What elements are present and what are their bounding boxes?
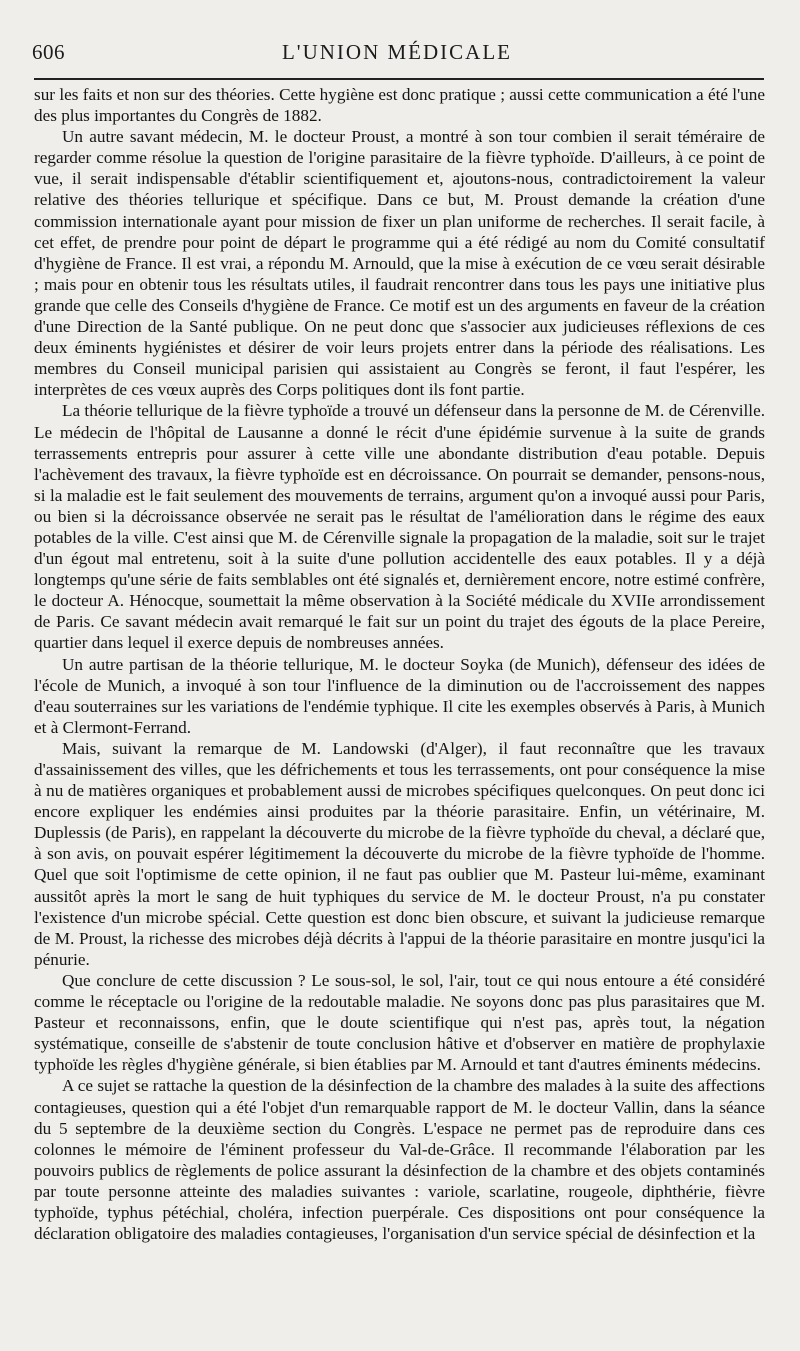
journal-title: L'UNION MÉDICALE [281,40,512,64]
paragraph-continuation: sur les faits et non sur des théories. Cette hygiène est donc pratique ; aussi cette communication a été l'une des plus importantes du Congrès de 1882. [34,85,765,126]
paragraph-desinfection: A ce sujet se rattache la question de la désinfection de la chambre des malades à la suite des affections contagieuses, question qui a été l'objet d'un remarquable rapport de M. le docteur Vallin, dans la séance du 5 septembre de la deuxième section du Congrès. L'espace ne permet pas de reproduire dans ces colonnes le mémoire de l'éminent professeur du Val-de-Grâce. Il recommande l'élaboration par les pouvoirs publics de règlements de police assurant la désinfection de la chambre et des objets contaminés par toute personne atteinte des maladies suivantes : variole, scarlatine, rougeole, diphthérie, fièvre typhoïde, typhus pétéchial, choléra, infection puerpérale. Ces dispositions ont pour conséquence la déclaration obligatoire des maladies contagieuses, l'organisation d'un service spécial de désinfection et la [34,1076,765,1244]
paragraph-conclusion: Que conclure de cette discussion ? Le sous-sol, le sol, l'air, tout ce qui nous entoure a été considéré comme le réceptacle ou l'origine de la redoutable maladie. Ne soyons donc pas plus parasitaires que M. Pasteur et reconnaissons, enfin, que le doute scientifique qui n'est pas, après tout, la négation systématique, conseille de s'abstenir de toute conclusion hâtive et d'observer en matière de prophylaxie typhoïde les règles d'hygiène générale, si bien établies par M. Arnould et tant d'autres éminents médecins. [34,970,765,1075]
header-rule [34,78,764,80]
paragraph-cerenville: La théorie tellurique de la fièvre typhoïde a trouvé un défenseur dans la personne de M. de Cérenville. Le médecin de l'hôpital de Lausanne a donné le récit d'une épidémie survenue à la suite de grands terrassements entrepris pour assurer à cette ville une abondante distribution d'eau potable. Depuis l'achèvement des travaux, la fièvre typhoïde est en décroissance. On pourrait se demander, pensons-nous, si la maladie est le fait seulement des mouvements de terrains, argument qu'on a invoqué aussi pour Paris, ou bien si la décroissance observée ne serait pas le résultat de l'amélioration dans le régime des eaux potables de la ville. C'est ainsi que M. de Cérenville signale la propagation de la maladie, soit sur le trajet d'un égout mal entretenu, soit à la suite d'une pollution accidentelle des eaux potables. Il y a déjà longtemps qu'une série de faits semblables ont été signalés et, dernièrement encore, notre estimé confrère, le docteur A. Hénocque, soumettait la même observation à la Société médicale du XVIIe arrondissement de Paris. Ce savant médecin avait remarqué le fait sur un point du trajet des égouts de la place Pereire, quartier dans lequel il exerce depuis de nombreuses années. [34,401,765,653]
paragraph-landowski: Mais, suivant la remarque de M. Landowski (d'Alger), il faut reconnaître que les travaux d'assainissement des villes, que les défrichements et tous les terrassements, ont pour conséquence la mise à nu de matières organiques et probablement aussi de microbes spécifiques quelconques. On peut donc ici encore expliquer les endémies ainsi produites par la théorie parasitaire. Enfin, un vétérinaire, M. Duplessis (de Paris), en rappelant la découverte du microbe de la fièvre typhoïde du cheval, a déclaré que, à son avis, on pouvait espérer légitimement la découverte du microbe de la fièvre typhoïde de l'homme. Quel que soit l'optimisme de cette opinion, il ne faut pas oublier que M. Pasteur lui-même, examinant aussitôt après la mort le sang de huit typhiques du service de M. le docteur Proust, n'a pu constater l'existence d'un microbe spécial. Cette question est donc bien obscure, et suivant la judicieuse remarque de M. Proust, la richesse des microbes déjà décrits à l'appui de la théorie parasitaire en montre jusqu'ici la pénurie. [34,738,765,969]
page-number: 606 [32,40,65,64]
article-body [34,84,765,1244]
running-head [32,36,762,76]
paragraph-soyka: Un autre partisan de la théorie tellurique, M. le docteur Soyka (de Munich), défenseur des idées de l'école de Munich, a invoqué à son tour l'influence de la diminution ou de l'accroissement des nappes d'eau souterraines sur les variations de l'endémie typhique. Il cite les exemples observés à Paris, à Munich et à Clermont-Ferrand. [34,654,765,737]
paragraph-proust: Un autre savant médecin, M. le docteur Proust, a montré à son tour combien il serait téméraire de regarder comme résolue la question de l'origine parasitaire de la fièvre typhoïde. D'ailleurs, à ce point de vue, il serait indispensable d'établir scientifiquement et, ajoutons-nous, contradictoirement la valeur relative des théories tellurique et spécifique. Dans ce but, M. Proust demande la création d'une commission internationale ayant pour mission de fixer un plan uniforme de recherches. Il serait facile, à cet effet, de prendre pour point de départ le programme qui a été rédigé au nom du Comité consultatif d'hygiène de France. Il est vrai, a répondu M. Arnould, que la mise à exécution de ce vœu serait désirable ; mais pour en obtenir tous les résultats utiles, il faudrait rencontrer dans tous les pays une initiative plus grande que celle des Conseils d'hygiène de France. Ce motif est un des arguments en faveur de la création d'une Direction de la Santé publique. On ne peut donc que s'associer aux judicieuses réflexions de ces deux éminents hygiénistes et désirer de voir leurs projets entrer dans la période des réalisations. Les membres du Conseil municipal parisien qui assistaient au Congrès se feront, il faut l'espérer, les interprètes de ces vœux auprès des Corps politiques dont ils font partie. [34,127,765,400]
